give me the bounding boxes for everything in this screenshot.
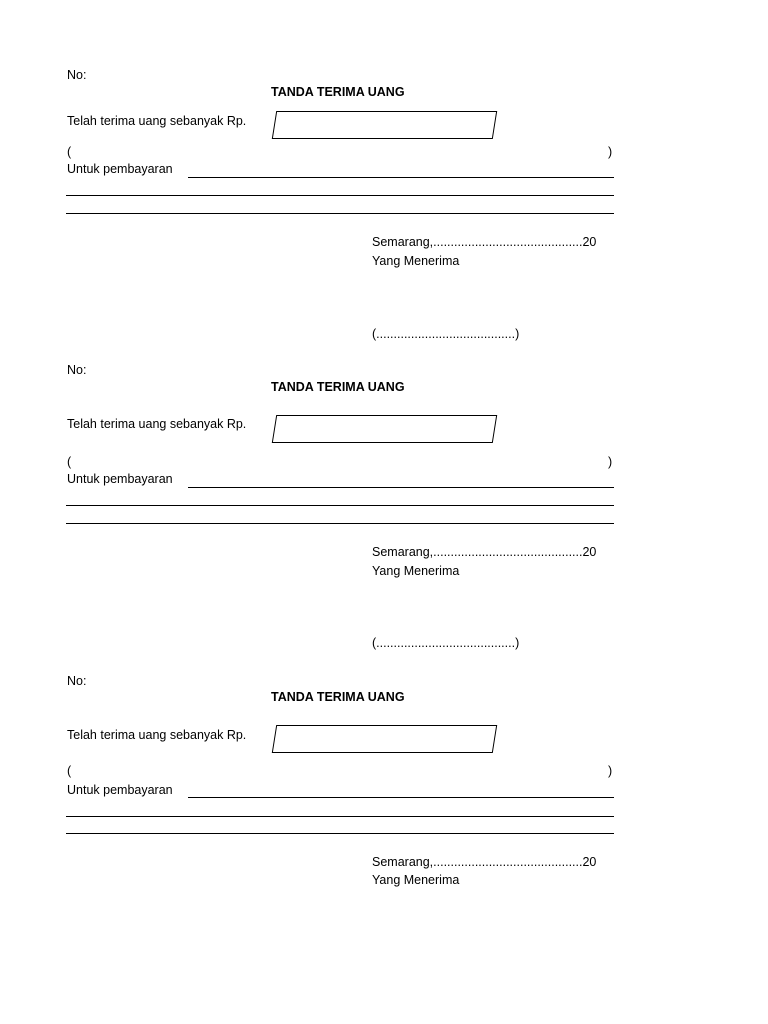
receipt-title: TANDA TERIMA UANG xyxy=(271,690,405,704)
payment-purpose-line-3[interactable] xyxy=(66,213,614,214)
amount-words-close-paren: ) xyxy=(608,145,613,159)
amount-words-close-paren: ) xyxy=(608,764,613,778)
receipt-number-label: No: xyxy=(67,363,87,377)
amount-words-open-paren: ( xyxy=(67,145,72,159)
payment-purpose-line-3[interactable] xyxy=(66,523,614,524)
receiver-signature: (........................................) xyxy=(372,327,520,341)
payment-purpose-label: Untuk pembayaran xyxy=(67,162,173,176)
place-date-line: Semarang,...........................................20 xyxy=(372,235,597,249)
receiver-signature: (........................................) xyxy=(372,636,520,650)
amount-input-box[interactable] xyxy=(272,725,497,753)
amount-words-open-paren: ( xyxy=(67,764,72,778)
receiver-label: Yang Menerima xyxy=(372,564,460,578)
payment-purpose-line-2[interactable] xyxy=(66,816,614,817)
payment-purpose-line[interactable] xyxy=(188,797,614,798)
receipt-number-label: No: xyxy=(67,68,87,82)
receipt-number-label: No: xyxy=(67,674,87,688)
payment-purpose-line[interactable] xyxy=(188,487,614,488)
payment-purpose-line-3[interactable] xyxy=(66,833,614,834)
receiver-label: Yang Menerima xyxy=(372,254,460,268)
amount-label: Telah terima uang sebanyak Rp. xyxy=(67,417,247,431)
amount-label: Telah terima uang sebanyak Rp. xyxy=(67,728,247,742)
amount-words-open-paren: ( xyxy=(67,455,72,469)
receipt-title: TANDA TERIMA UANG xyxy=(271,380,405,394)
receipt-title: TANDA TERIMA UANG xyxy=(271,85,405,99)
payment-purpose-line[interactable] xyxy=(188,177,614,178)
payment-purpose-label: Untuk pembayaran xyxy=(67,783,173,797)
amount-words-close-paren: ) xyxy=(608,455,613,469)
payment-purpose-label: Untuk pembayaran xyxy=(67,472,173,486)
receiver-label: Yang Menerima xyxy=(372,873,460,887)
amount-input-box[interactable] xyxy=(272,415,497,443)
payment-purpose-line-2[interactable] xyxy=(66,505,614,506)
amount-input-box[interactable] xyxy=(272,111,497,139)
amount-label: Telah terima uang sebanyak Rp. xyxy=(67,114,247,128)
place-date-line: Semarang,...........................................20 xyxy=(372,545,597,559)
payment-purpose-line-2[interactable] xyxy=(66,195,614,196)
place-date-line: Semarang,...........................................20 xyxy=(372,855,597,869)
